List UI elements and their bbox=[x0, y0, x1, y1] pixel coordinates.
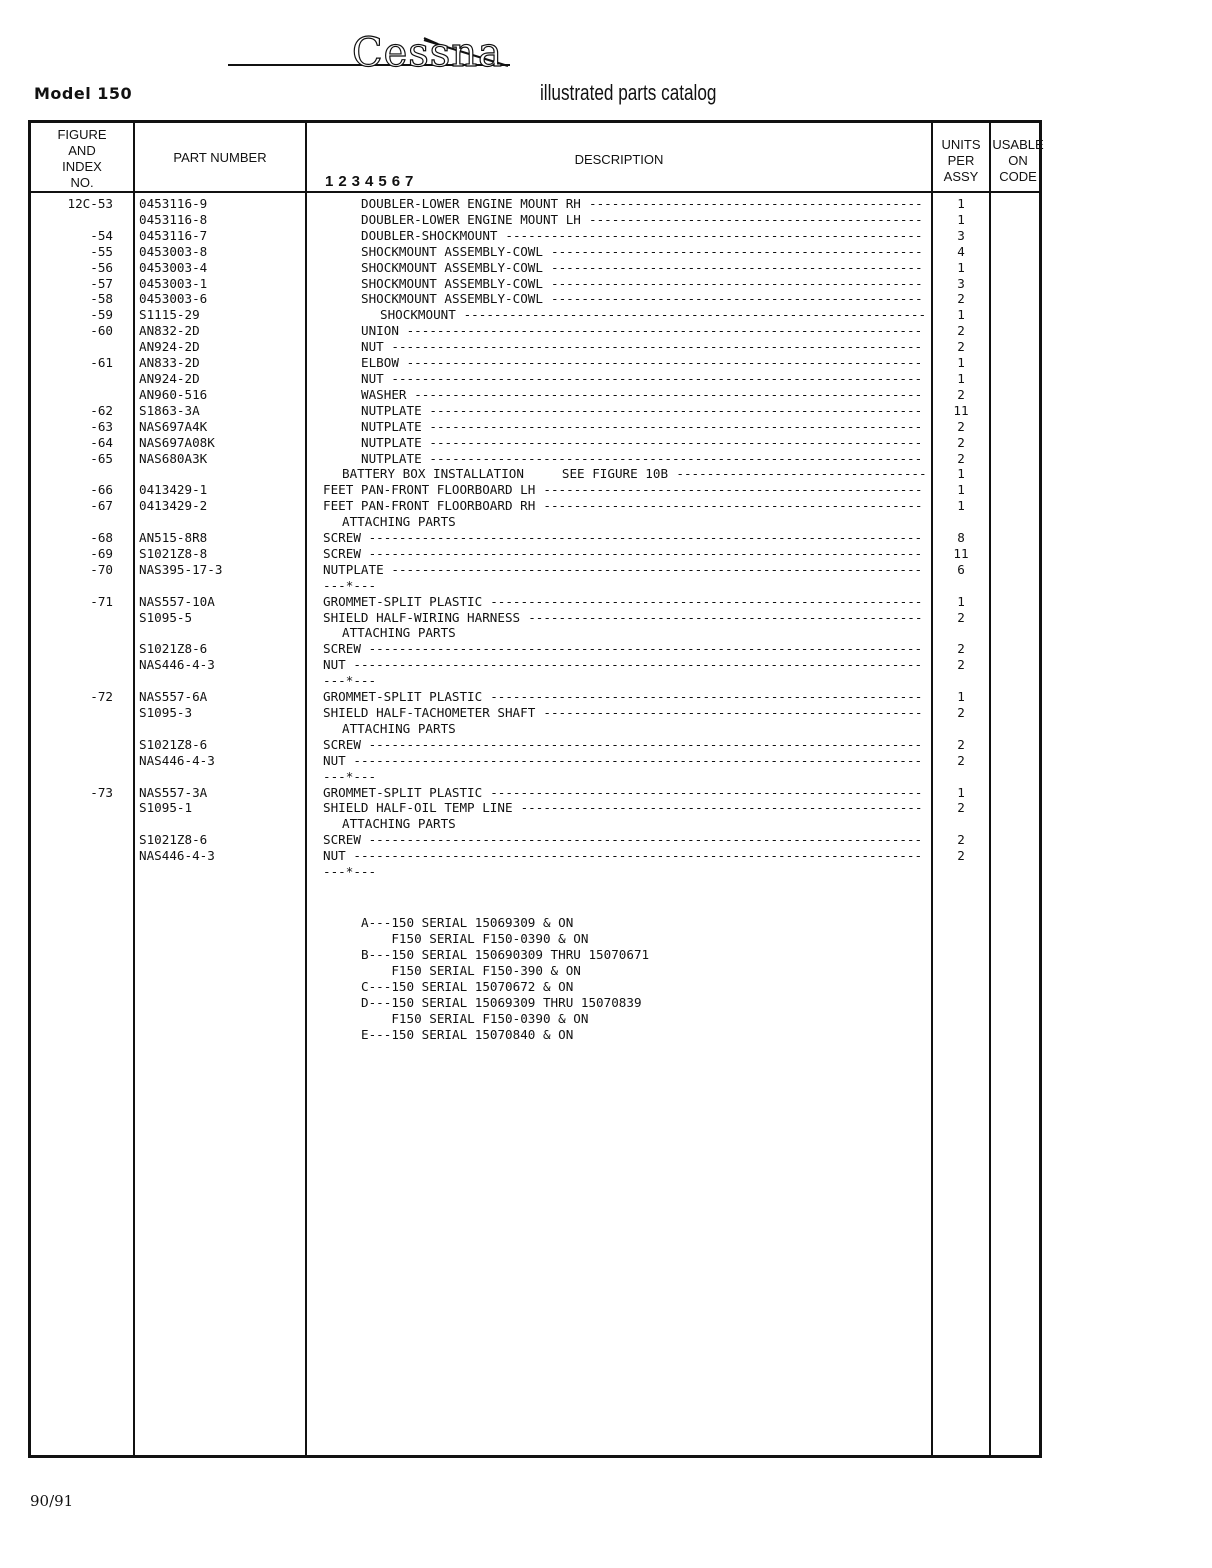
catalog-title: illustrated parts catalog bbox=[540, 80, 717, 105]
units-per-assy: 6 bbox=[957, 561, 965, 577]
part-description: NUT bbox=[323, 752, 346, 768]
table-row bbox=[31, 482, 1039, 498]
note-line: F150 SERIAL F150-390 & ON bbox=[361, 963, 581, 978]
leader-dashes: ----------------------------------------------------------------- bbox=[429, 450, 923, 466]
part-description: SHOCKMOUNT ASSEMBLY-COWL bbox=[361, 243, 543, 259]
table-row bbox=[31, 387, 1039, 403]
units-per-assy: 2 bbox=[957, 657, 965, 673]
leader-dashes: ----------------------------------------------------------------- bbox=[429, 402, 923, 418]
part-description: SHIELD HALF-TACHOMETER SHAFT bbox=[323, 705, 536, 720]
leader-dashes: ------------------------------------------------------------------------- bbox=[368, 530, 923, 546]
table-row bbox=[31, 339, 1039, 355]
table-row bbox=[31, 514, 1039, 530]
table-row bbox=[31, 530, 1039, 546]
part-number: NAS446-4-3 bbox=[139, 752, 215, 768]
part-number: NAS395-17-3 bbox=[139, 561, 223, 577]
index-number: -61 bbox=[90, 355, 113, 371]
table-row bbox=[31, 641, 1039, 657]
table-row bbox=[31, 419, 1039, 435]
part-number: 0453003-6 bbox=[139, 291, 208, 307]
units-per-assy: 4 bbox=[957, 243, 965, 259]
leader-dashes: ------------------------------------------------- bbox=[551, 275, 923, 291]
part-description: ATTACHING PARTS bbox=[342, 816, 456, 832]
table-row bbox=[31, 451, 1039, 467]
part-description: FEET PAN-FRONT FLOORBOARD LH bbox=[323, 482, 536, 498]
table-row bbox=[31, 291, 1039, 307]
page-number: 90/91 bbox=[30, 1492, 74, 1510]
part-description: SHOCKMOUNT ASSEMBLY-COWL bbox=[361, 259, 543, 275]
header-rule bbox=[31, 191, 1039, 193]
note-line: E---150 SERIAL 15070840 & ON bbox=[361, 1027, 574, 1042]
table-row bbox=[31, 307, 1039, 323]
units-per-assy: 2 bbox=[957, 323, 965, 339]
part-number: AN515-8R8 bbox=[139, 530, 208, 546]
units-per-assy: 1 bbox=[957, 196, 965, 211]
part-description: ---*--- bbox=[323, 768, 377, 784]
parts-rows bbox=[31, 196, 1039, 880]
part-number: AN832-2D bbox=[139, 323, 200, 339]
part-number: NAS446-4-3 bbox=[139, 848, 215, 864]
serial-notes bbox=[361, 915, 649, 1043]
units-per-assy: 2 bbox=[957, 736, 965, 752]
part-number: S1115-29 bbox=[139, 307, 200, 323]
units-per-assy: 2 bbox=[957, 386, 965, 402]
table-row bbox=[31, 594, 1039, 610]
note-line: C---150 SERIAL 15070672 & ON bbox=[361, 979, 574, 994]
header-figure-index: FIGURE AND INDEX NO. bbox=[57, 127, 107, 190]
index-number: -69 bbox=[90, 545, 113, 561]
units-per-assy: 11 bbox=[953, 545, 969, 561]
leader-dashes: ----------------------------------------------------------------- bbox=[429, 434, 923, 450]
note-line: D---150 SERIAL 15069309 THRU 15070839 bbox=[361, 995, 642, 1010]
model-label: Model 150 bbox=[34, 84, 133, 103]
table-row bbox=[31, 657, 1039, 673]
part-description: NUT bbox=[323, 848, 346, 864]
note-line: B---150 SERIAL 150690309 THRU 15070671 bbox=[361, 947, 650, 962]
part-description: DOUBLER-LOWER ENGINE MOUNT RH bbox=[361, 196, 581, 211]
leader-dashes: -------------------------------------------------------------------- bbox=[406, 323, 923, 339]
leader-dashes: --------------------------------------------------------- bbox=[490, 593, 923, 609]
table-row bbox=[31, 498, 1039, 514]
part-description: SHIELD HALF-OIL TEMP LINE bbox=[323, 800, 513, 816]
part-description: DOUBLER-SHOCKMOUNT bbox=[361, 227, 498, 243]
part-number: 0453003-1 bbox=[139, 275, 208, 291]
part-description: BATTERY BOX INSTALLATION SEE FIGURE 10B bbox=[342, 466, 669, 482]
part-number: 0453116-7 bbox=[139, 227, 208, 243]
table-row bbox=[31, 800, 1039, 816]
part-description: NUTPLATE bbox=[361, 418, 422, 434]
table-row bbox=[31, 260, 1039, 276]
index-number: -68 bbox=[90, 530, 113, 546]
part-description: ELBOW bbox=[361, 355, 399, 371]
leader-dashes: --------------------------------- bbox=[676, 466, 927, 482]
table-row bbox=[31, 673, 1039, 689]
part-description: NUTPLATE bbox=[361, 402, 422, 418]
part-description: GROMMET-SPLIT PLASTIC bbox=[323, 593, 483, 609]
part-number: NAS557-3A bbox=[139, 784, 208, 800]
table-row bbox=[31, 705, 1039, 721]
leader-dashes: --------------------------------------------------------------------------- bbox=[353, 657, 923, 673]
units-per-assy: 8 bbox=[957, 530, 965, 546]
leader-dashes: ---------------------------------------------------------------------- bbox=[391, 339, 923, 355]
table-row bbox=[31, 196, 1039, 212]
units-per-assy: 1 bbox=[957, 466, 965, 482]
part-number: AN924-2D bbox=[139, 339, 200, 355]
header-usable: USABLE ON CODE bbox=[992, 137, 1044, 184]
table-row bbox=[31, 371, 1039, 387]
part-description: ---*--- bbox=[323, 864, 377, 880]
leader-dashes: ------------------------------------------------------------------- bbox=[414, 386, 923, 402]
table-row bbox=[31, 228, 1039, 244]
part-number: 0413429-2 bbox=[139, 498, 208, 514]
part-number: 0413429-1 bbox=[139, 482, 208, 498]
part-number: 0453116-8 bbox=[139, 211, 208, 227]
table-row bbox=[31, 832, 1039, 848]
note-line: A---150 SERIAL 15069309 & ON bbox=[361, 915, 574, 930]
table-row bbox=[31, 578, 1039, 594]
header-part-number: PART NUMBER bbox=[173, 150, 267, 165]
leader-dashes: -------------------------------------------------- bbox=[543, 482, 923, 498]
part-number: S1863-3A bbox=[139, 402, 200, 418]
leader-dashes: ------------------------------------------------------------- bbox=[463, 307, 927, 323]
index-number: -60 bbox=[90, 323, 113, 339]
part-description: NUTPLATE bbox=[323, 561, 384, 577]
units-per-assy: 1 bbox=[957, 211, 965, 227]
leader-dashes: --------------------------------------------------------- bbox=[490, 784, 923, 800]
part-number: NAS557-6A bbox=[139, 689, 208, 705]
units-per-assy: 11 bbox=[953, 402, 969, 418]
index-number: -62 bbox=[90, 402, 113, 418]
part-description: NUTPLATE bbox=[361, 434, 422, 450]
table-row bbox=[31, 721, 1039, 737]
table-row bbox=[31, 689, 1039, 705]
leader-dashes: -------------------------------------------- bbox=[589, 196, 923, 211]
part-number: S1095-3 bbox=[139, 705, 193, 720]
leader-dashes: ------------------------------------------------------------------------- bbox=[368, 736, 923, 752]
leader-dashes: --------------------------------------------------------------------------- bbox=[353, 752, 923, 768]
leader-dashes: ---------------------------------------------------- bbox=[528, 609, 923, 625]
index-number: -73 bbox=[90, 784, 113, 800]
table-row bbox=[31, 276, 1039, 292]
part-number: S1021Z8-6 bbox=[139, 832, 208, 848]
units-per-assy: 1 bbox=[957, 498, 965, 514]
index-number: -67 bbox=[90, 498, 113, 514]
index-number: -55 bbox=[90, 243, 113, 259]
part-number: S1095-1 bbox=[139, 800, 193, 816]
index-number: -56 bbox=[90, 259, 113, 275]
part-number: NAS697A4K bbox=[139, 418, 208, 434]
index-number: -72 bbox=[90, 689, 113, 705]
table-row bbox=[31, 212, 1039, 228]
leader-dashes: --------------------------------------------------------------------------- bbox=[353, 848, 923, 864]
part-description: ---*--- bbox=[323, 673, 377, 689]
units-per-assy: 2 bbox=[957, 339, 965, 355]
table-row bbox=[31, 355, 1039, 371]
leader-dashes: -------------------------------------------------------------------- bbox=[406, 355, 923, 371]
part-description: NUT bbox=[361, 339, 384, 355]
part-description: SCREW bbox=[323, 832, 361, 848]
part-description: SCREW bbox=[323, 530, 361, 546]
leader-dashes: ---------------------------------------------------------------------- bbox=[391, 561, 923, 577]
units-per-assy: 1 bbox=[957, 259, 965, 275]
table-row bbox=[31, 816, 1039, 832]
part-number: AN960-516 bbox=[139, 386, 208, 402]
units-per-assy: 2 bbox=[957, 418, 965, 434]
header-description: DESCRIPTION bbox=[574, 152, 664, 167]
units-per-assy: 2 bbox=[957, 832, 965, 848]
part-description: SHOCKMOUNT ASSEMBLY-COWL bbox=[361, 291, 543, 307]
leader-dashes: ------------------------------------------------------------------------- bbox=[368, 832, 923, 848]
part-description: SCREW bbox=[323, 641, 361, 657]
leader-dashes: -------------------------------------------------- bbox=[543, 705, 923, 720]
units-per-assy: 1 bbox=[957, 370, 965, 386]
part-number: S1021Z8-6 bbox=[139, 736, 208, 752]
part-number: NAS680A3K bbox=[139, 450, 208, 466]
table-row bbox=[31, 546, 1039, 562]
leader-dashes: -------------------------------------------------- bbox=[543, 498, 923, 514]
units-per-assy: 2 bbox=[957, 450, 965, 466]
part-description: SCREW bbox=[323, 545, 361, 561]
table-row bbox=[31, 769, 1039, 785]
units-per-assy: 3 bbox=[957, 275, 965, 291]
parts-table bbox=[28, 120, 1042, 1458]
units-per-assy: 2 bbox=[957, 705, 965, 720]
part-number: 0453003-4 bbox=[139, 259, 208, 275]
leader-dashes: ------------------------------------------------------------------------- bbox=[368, 641, 923, 657]
table-row bbox=[31, 864, 1039, 880]
part-description: ---*--- bbox=[323, 577, 377, 593]
leader-dashes: ------------------------------------------------------------------------- bbox=[368, 545, 923, 561]
part-description: SHOCKMOUNT ASSEMBLY-COWL bbox=[361, 275, 543, 291]
note-line: F150 SERIAL F150-0390 & ON bbox=[361, 1011, 589, 1026]
units-per-assy: 3 bbox=[957, 227, 965, 243]
part-description: SCREW bbox=[323, 736, 361, 752]
units-per-assy: 2 bbox=[957, 434, 965, 450]
table-row bbox=[31, 785, 1039, 801]
part-description: SHIELD HALF-WIRING HARNESS bbox=[323, 609, 521, 625]
units-per-assy: 1 bbox=[957, 307, 965, 323]
part-description: NUT bbox=[361, 370, 384, 386]
part-description: GROMMET-SPLIT PLASTIC bbox=[323, 689, 483, 705]
part-number: S1021Z8-6 bbox=[139, 641, 208, 657]
part-description: GROMMET-SPLIT PLASTIC bbox=[323, 784, 483, 800]
part-number: NAS697A08K bbox=[139, 434, 215, 450]
header-units: UNITS PER ASSY bbox=[941, 137, 981, 184]
part-description: WASHER bbox=[361, 386, 407, 402]
part-number: NAS446-4-3 bbox=[139, 657, 215, 673]
table-row bbox=[31, 562, 1039, 578]
table-row bbox=[31, 435, 1039, 451]
units-per-assy: 1 bbox=[957, 355, 965, 371]
table-row bbox=[31, 848, 1039, 864]
part-number: 0453003-8 bbox=[139, 243, 208, 259]
leader-dashes: ----------------------------------------------------- bbox=[520, 800, 923, 816]
index-number: -65 bbox=[90, 450, 113, 466]
table-row bbox=[31, 403, 1039, 419]
part-description: UNION bbox=[361, 323, 399, 339]
part-number: 0453116-9 bbox=[139, 196, 208, 211]
header-indent-levels: 1234567 bbox=[325, 173, 419, 190]
part-description: DOUBLER-LOWER ENGINE MOUNT LH bbox=[361, 211, 581, 227]
part-number: S1095-5 bbox=[139, 609, 193, 625]
index-number: -57 bbox=[90, 275, 113, 291]
units-per-assy: 2 bbox=[957, 800, 965, 816]
index-number: -70 bbox=[90, 561, 113, 577]
part-description: NUTPLATE bbox=[361, 450, 422, 466]
part-description: SHOCKMOUNT bbox=[380, 307, 456, 323]
index-number: -66 bbox=[90, 482, 113, 498]
part-number: AN833-2D bbox=[139, 355, 200, 371]
units-per-assy: 1 bbox=[957, 482, 965, 498]
index-number: -58 bbox=[90, 291, 113, 307]
part-number: NAS557-10A bbox=[139, 593, 215, 609]
index-number: -59 bbox=[90, 307, 113, 323]
units-per-assy: 2 bbox=[957, 291, 965, 307]
units-per-assy: 1 bbox=[957, 784, 965, 800]
leader-dashes: -------------------------------------------- bbox=[589, 211, 923, 227]
units-per-assy: 2 bbox=[957, 609, 965, 625]
part-description: FEET PAN-FRONT FLOORBOARD RH bbox=[323, 498, 536, 514]
units-per-assy: 1 bbox=[957, 593, 965, 609]
index-number: 12C-53 bbox=[67, 196, 113, 211]
table-row bbox=[31, 737, 1039, 753]
part-description: NUT bbox=[323, 657, 346, 673]
note-line: F150 SERIAL F150-0390 & ON bbox=[361, 931, 589, 946]
units-per-assy: 2 bbox=[957, 641, 965, 657]
leader-dashes: ------------------------------------------------- bbox=[551, 259, 923, 275]
leader-dashes: ------------------------------------------------------- bbox=[505, 227, 923, 243]
units-per-assy: 1 bbox=[957, 689, 965, 705]
leader-dashes: ------------------------------------------------- bbox=[551, 243, 923, 259]
table-row bbox=[31, 625, 1039, 641]
leader-dashes: ----------------------------------------------------------------- bbox=[429, 418, 923, 434]
part-description: ATTACHING PARTS bbox=[342, 720, 456, 736]
cessna-logo: Cessna bbox=[352, 30, 503, 76]
index-number: -63 bbox=[90, 418, 113, 434]
table-row bbox=[31, 753, 1039, 769]
leader-dashes: ------------------------------------------------- bbox=[551, 291, 923, 307]
index-number: -71 bbox=[90, 593, 113, 609]
table-row bbox=[31, 610, 1039, 626]
leader-dashes: --------------------------------------------------------- bbox=[490, 689, 923, 705]
table-row bbox=[31, 466, 1039, 482]
leader-dashes: ---------------------------------------------------------------------- bbox=[391, 370, 923, 386]
table-row bbox=[31, 244, 1039, 260]
table-row bbox=[31, 323, 1039, 339]
units-per-assy: 2 bbox=[957, 848, 965, 864]
part-number: S1021Z8-8 bbox=[139, 545, 208, 561]
index-number: -64 bbox=[90, 434, 113, 450]
index-number: -54 bbox=[90, 227, 113, 243]
part-description: ATTACHING PARTS bbox=[342, 625, 456, 641]
part-number: AN924-2D bbox=[139, 370, 200, 386]
part-description: ATTACHING PARTS bbox=[342, 514, 456, 530]
units-per-assy: 2 bbox=[957, 752, 965, 768]
